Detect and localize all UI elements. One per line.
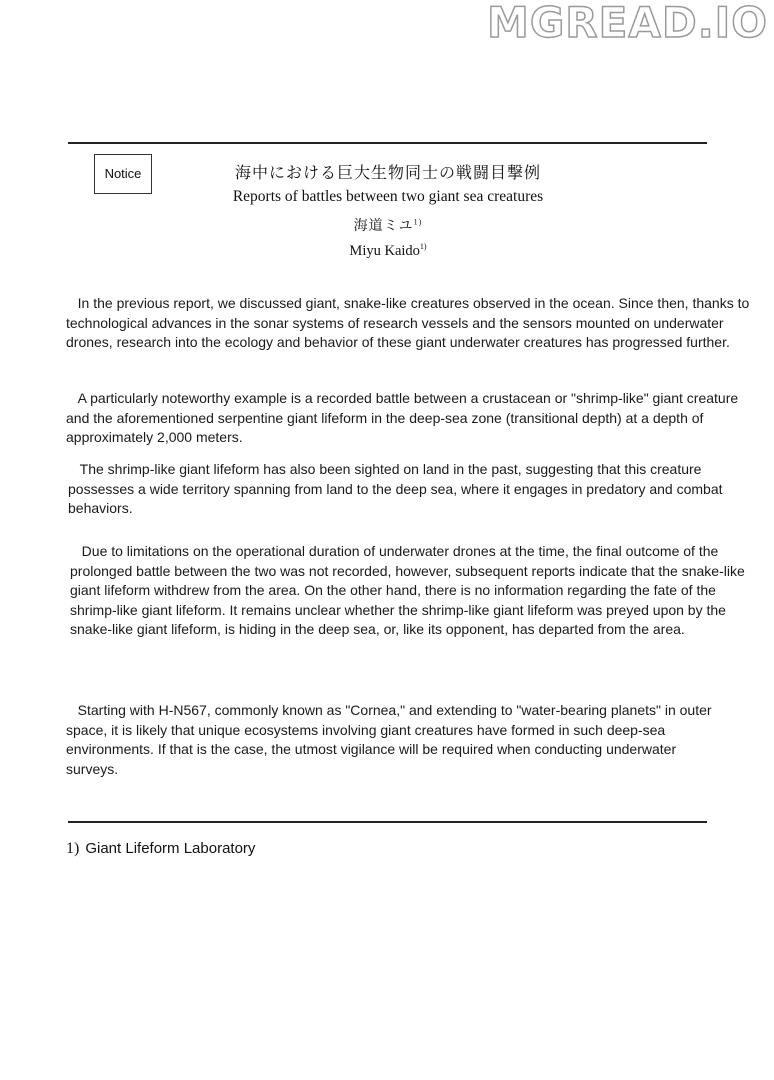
body-paragraph-1 — [66, 294, 750, 353]
body-paragraph-4 — [70, 542, 754, 640]
top-divider — [68, 142, 707, 144]
author-japanese — [190, 215, 586, 235]
footnote-divider — [68, 821, 707, 823]
footnote-text: Giant Lifeform Laboratory — [85, 840, 256, 857]
body-paragraph-2 — [66, 389, 750, 448]
body-paragraph-1-text: In the previous report, we discussed giant, snake-like creatures observed in the ocean. Since then, thanks to technological advances in the sonar systems of research vessels and the sensors mounted on underwater drones, research into the ecology and behavior of these giant underwater creatures has progressed further. — [66, 295, 750, 351]
body-paragraph-2-text: A particularly noteworthy example is a recorded battle between a crustacean or "shrimp-like" giant creature and the aforementioned serpentine giant lifeform in the deep-sea zone (transitional depth) at a depth of approximately 2,000 meters. — [66, 390, 739, 446]
title-english: Reports of battles between two giant sea creatures — [232, 188, 544, 205]
author-japanese-name: 海道ミユ — [353, 219, 414, 234]
author-english-footnote-ref: 1) — [419, 242, 427, 252]
body-paragraph-3-text: The shrimp-like giant lifeform has also been sighted on land in the past, suggesting that this creature possesses a wide territory spanning from land to the deep sea, where it engages in predatory and combat behaviors. — [68, 461, 723, 517]
body-paragraph-3 — [68, 460, 752, 519]
author-english-name: Miyu Kaido — [349, 243, 420, 259]
body-paragraph-5 — [66, 701, 726, 779]
notice-badge: Notice — [94, 154, 152, 194]
author-english — [190, 243, 586, 260]
site-watermark: MGREAD.IO — [487, 0, 768, 47]
body-paragraph-4-text: Due to limitations on the operational duration of underwater drones at the time, the final outcome of the prolonged battle between the two was not recorded, however, subsequent reports indicate that the snake-like giant lifeform withdrew from the area. On the other hand, there is no information regarding the fate of the shrimp-like giant lifeform. It remains unclear whether the shrimp-like giant lifeform was preyed upon by the snake-like giant lifeform, is hiding in the deep sea, or, like its opponent, has departed from the area. — [70, 543, 745, 638]
author-japanese-footnote-ref: 1) — [413, 217, 423, 227]
footnote-mark: 1) — [66, 840, 80, 857]
title-japanese: 海中における巨大生物同士の戦闘目撃例 — [234, 165, 541, 182]
body-paragraph-5-text: Starting with H-N567, commonly known as "Cornea," and extending to "water-bearing planets" in outer space, it is likely that unique ecosystems involving giant creatures have formed in such deep-sea environments. If that is the case, the utmost vigilance will be required when conducting underwater surveys. — [66, 702, 712, 777]
footnote — [66, 838, 255, 860]
